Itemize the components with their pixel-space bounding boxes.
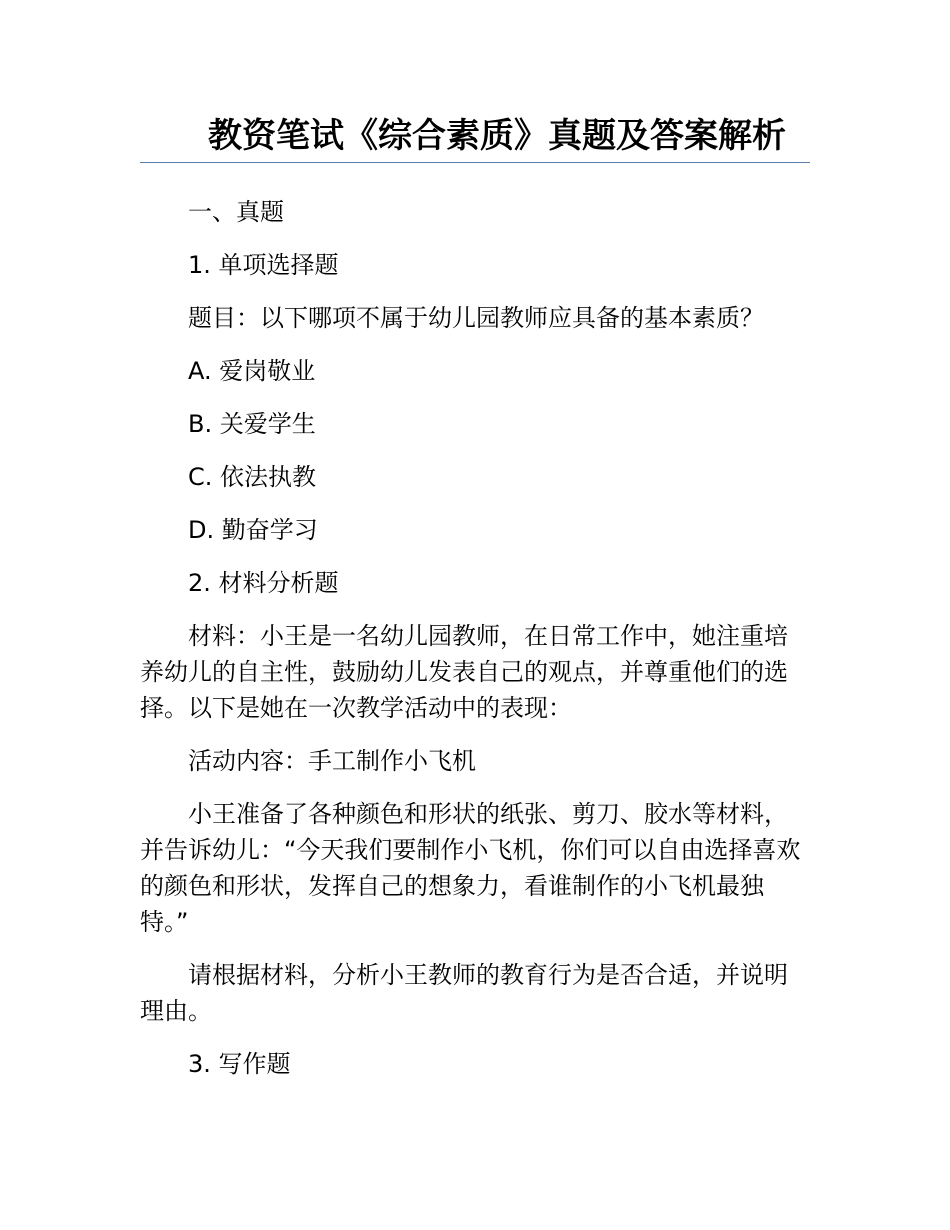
question-type-material-analysis: 2. 材料分析题 <box>188 569 339 597</box>
document-body <box>140 194 810 1099</box>
analysis-prompt: 请根据材料，分析小王教师的教育行为是否合适，并说明理由。 <box>140 961 788 1025</box>
section-heading-questions: 一、真题 <box>188 198 284 226</box>
activity-content: 活动内容：手工制作小飞机 <box>188 747 476 775</box>
option-c: C. 依法执教 <box>188 463 317 491</box>
option-d: D. 勤奋学习 <box>188 516 318 544</box>
option-a: A. 爱岗敬业 <box>188 357 316 385</box>
option-b: B. 关爱学生 <box>188 410 316 438</box>
title-underline <box>140 162 810 163</box>
question-type-single-choice: 1. 单项选择题 <box>188 251 339 279</box>
document-title: 教资笔试《综合素质》真题及答案解析 <box>208 116 786 156</box>
material-description: 小王准备了各种颜色和形状的纸张、剪刀、胶水等材料，并告诉幼儿：“今天我们要制作小飞机，你们可以自由选择喜欢的颜色和形状，发挥自己的想象力，看谁制作的小飞机最独特。” <box>140 800 801 936</box>
material-paragraph: 材料：小王是一名幼儿园教师，在日常工作中，她注重培养幼儿的自主性，鼓励幼儿发表自己的观点，并尊重他们的选择。以下是她在一次教学活动中的表现： <box>140 622 788 722</box>
question-type-writing: 3. 写作题 <box>188 1050 291 1078</box>
question-stem: 题目：以下哪项不属于幼儿园教师应具备的基本素质？ <box>188 304 764 332</box>
